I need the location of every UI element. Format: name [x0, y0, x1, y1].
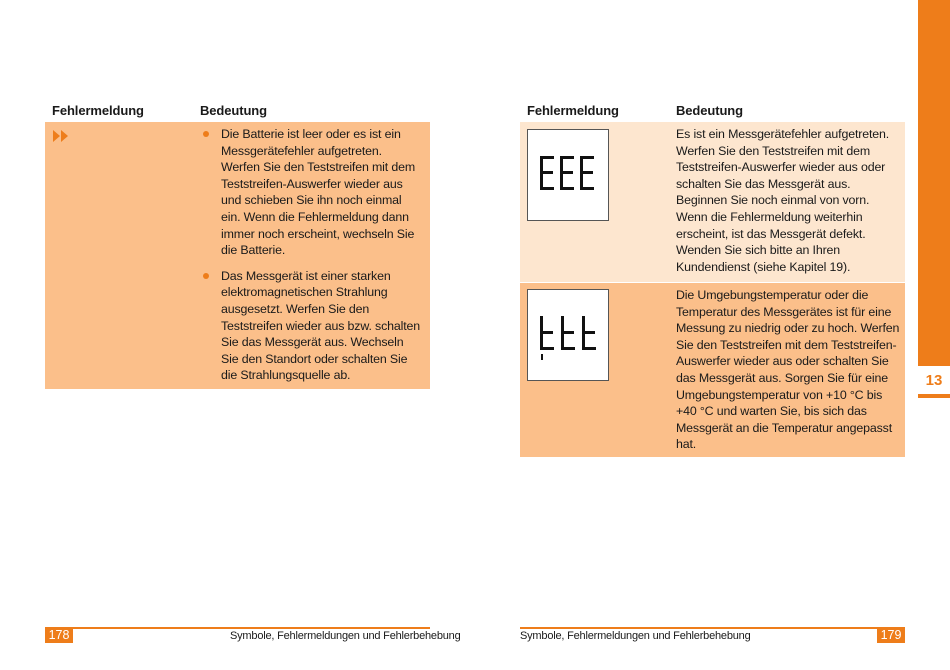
- right-page-number: 179: [877, 628, 905, 643]
- bullet-dot-icon: [203, 131, 209, 137]
- left-table-row: [45, 122, 430, 389]
- lcd-display-eee: [527, 129, 609, 221]
- bullet-item: [221, 268, 421, 384]
- right-footer-line: [520, 627, 905, 629]
- bullet-item: [221, 126, 421, 259]
- bullet-text-radiation: Das Messgerät ist einer starken elektromagnetischen Strahlung ausgesetzt. Werfen Sie den Teststreifen wieder aus bzw. schalten Sie das Messgerät aus. Wechseln Sie den Standort oder schalten Sie die Strahlungsquelle ab.: [221, 268, 420, 383]
- right-header-fehlermeldung: Fehlermeldung: [527, 103, 619, 118]
- left-header-fehlermeldung: Fehlermeldung: [52, 103, 144, 118]
- chapter-tab: [918, 0, 950, 366]
- ttt-description: Die Umgebungstemperatur oder die Temperatur des Messgerätes ist für eine Messung zu niedrig oder zu hoch. Werfen Sie den Teststreifen mit dem Teststreifen-Auswerfer wieder aus oder schalten Sie das Messgerät aus. Sorgen Sie für eine Umgebungstemperatur von +10 °C bis +40 °C und warten Sie, bis sich das Messgerät an die Temperatur angepasst hat.: [676, 288, 900, 452]
- bullet-text-battery: Die Batterie ist leer oder es ist ein Messgerätefehler aufgetreten. Werfen Sie den Teststreifen mit dem Teststreifen-Auswerfer wieder aus und schieben Sie ihn noch einmal ein. Wenn die Fehlermeldung dann immer noch erscheint, wechseln Sie die Batterie.: [221, 127, 416, 258]
- right-footer-title: Symbole, Fehlermeldungen und Fehlerbehebung: [520, 630, 751, 642]
- bullet-dot-icon: [203, 273, 209, 279]
- chapter-number: 13: [918, 366, 950, 398]
- left-bullet-list: [221, 126, 421, 393]
- right-header-bedeutung: Bedeutung: [676, 103, 743, 118]
- right-table-row-eee: [520, 122, 905, 282]
- left-page-number: 178: [45, 628, 73, 643]
- error-ttt-icon: [528, 290, 608, 380]
- right-table-row-ttt: [520, 283, 905, 457]
- double-arrow-icon: [53, 130, 69, 142]
- left-footer-line: [45, 627, 430, 629]
- left-footer-title: Symbole, Fehlermeldungen und Fehlerbehebung: [230, 630, 461, 642]
- eee-description: Es ist ein Messgerätefehler aufgetreten. Werfen Sie den Teststreifen mit dem Teststreifen-Auswerfer wieder aus oder schalten Sie das Messgerät aus. Beginnen Sie noch einmal von vorn. Wenn die Fehlermeldung weiterhin erscheint, ist das Messgerät defekt. Wenden Sie sich bitte an Ihren Kundendienst (siehe Kapitel 19).: [676, 127, 890, 274]
- lcd-display-ttt: [527, 289, 609, 381]
- error-eee-icon: [528, 130, 608, 220]
- left-header-bedeutung: Bedeutung: [200, 103, 267, 118]
